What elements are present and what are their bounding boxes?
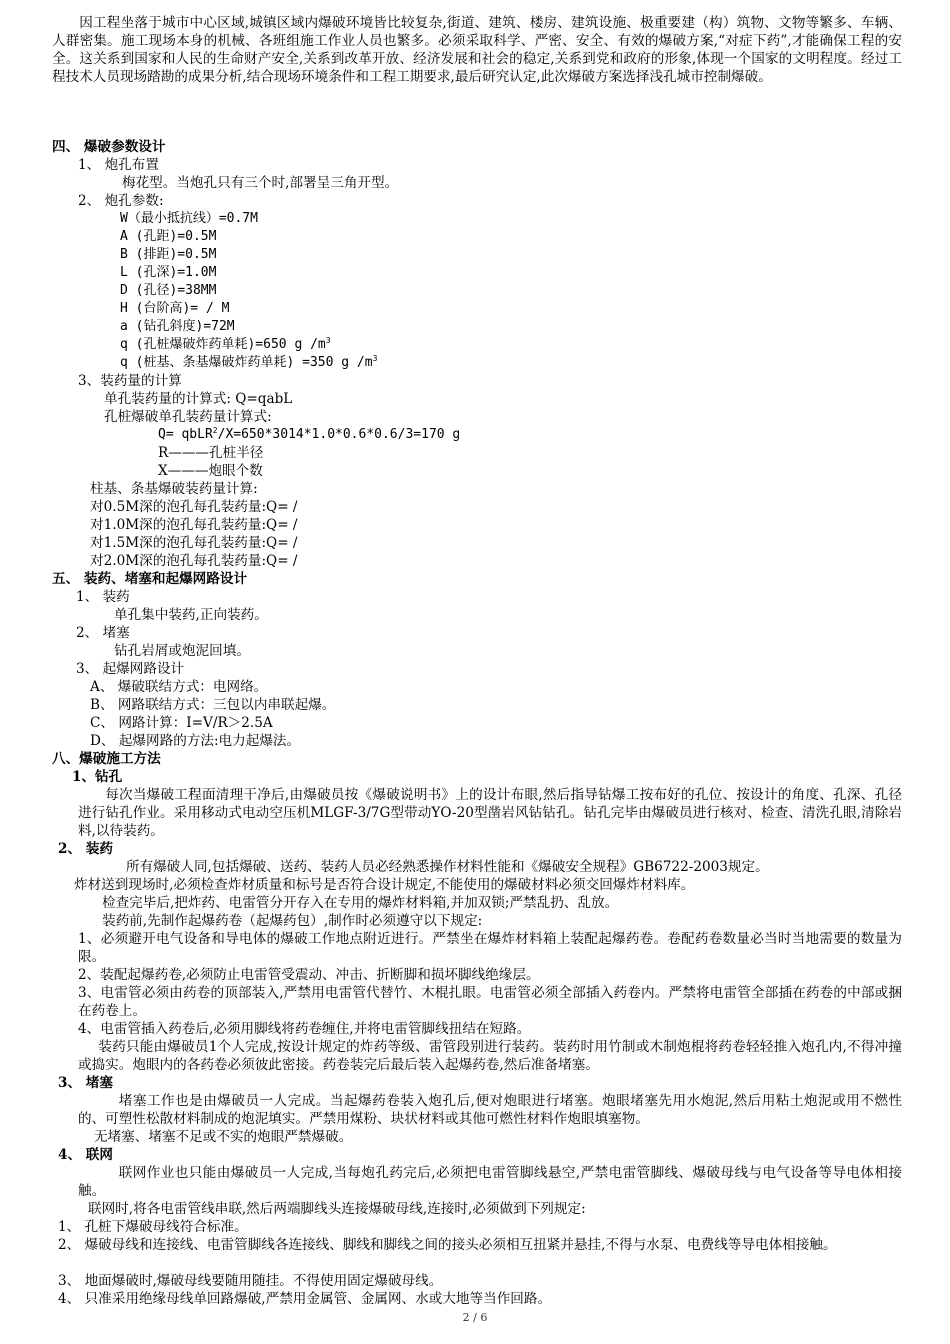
s4-item1-text: 梅花型。当炮孔只有三个时,部署呈三角开型。	[122, 175, 399, 191]
load-paragraph-3: 检查完毕后,把炸药、电雷管分开存入在专用的爆炸材料箱,并加双锁;严禁乱扔、乱放。	[102, 895, 619, 911]
network-a: A、 爆破联结方式：电网络。	[90, 679, 268, 695]
formula-pile-calc: Q= qbLR$^2$/X=650*3014*1.0*0.6*0.6/3=170 g	[158, 426, 461, 442]
connect-rule-3: 3、 地面爆破时,爆破母线要随用随挂。不得使用固定爆破母线。	[58, 1273, 443, 1289]
s4-item1-heading: 1、 炮孔布置	[78, 157, 159, 173]
plug-paragraph-1: 堵塞工作也是由爆破员一人完成。当起爆药卷装入炮孔后,便对炮眼进行堵塞。炮眼堵塞先用水炮泥,然后用粘土炮泥或用不燃性的、可塑性松散材料制成的炮泥填实。严禁用煤粉、块状材料或其他可燃性材料作炮眼填塞物。	[78, 1093, 902, 1127]
s4-item3-heading: 3、装药量的计算	[78, 373, 182, 389]
depth-0-5m: 对0.5M深的泡孔每孔装药量:Q= /	[90, 499, 298, 515]
s5-item1-text: 单孔集中装药,正向装药。	[114, 607, 268, 623]
connect-paragraph-1: 联网作业也只能由爆破员一人完成,当每炮孔药完后,必须把电雷管脚线悬空,严禁电雷管脚线、爆破母线与电气设备等导电体相接触。	[78, 1165, 902, 1199]
s5-item2-text: 钻孔岩屑或炮泥回填。	[114, 643, 250, 659]
network-d: D、 起爆网路的方法:电力起爆法。	[90, 733, 301, 749]
drill-heading: 1、钻孔	[72, 769, 123, 785]
depth-2-0m: 对2.0M深的泡孔每孔装药量:Q= /	[90, 553, 298, 569]
load-paragraph-1: 所有爆破人同,包括爆破、送药、装药人员必经熟悉操作材料性能和《爆破安全规程》GB6722-2003规定。	[126, 859, 769, 875]
depth-1-0m: 对1.0M深的泡孔每孔装药量:Q= /	[90, 517, 298, 533]
formula-x-definition: X———炮眼个数	[158, 463, 263, 479]
param-a: A (孔距)=0.5M	[120, 229, 217, 244]
load-rule-2: 2、装配起爆药卷,必须防止电雷管受震动、冲击、折断脚和损坏脚线绝缘层。	[78, 967, 540, 983]
load-paragraph-5: 装药只能由爆破员1个人完成,按设计规定的炸药等级、雷管段别进行装药。装药时用竹制或木制炮棍将药卷轻轻推入炮孔内,不得冲撞或捣实。炮眼内的各药卷必须彼此密接。药卷装完后最后装入起爆药卷,然后准备堵塞。	[78, 1039, 902, 1073]
param-h: H (台阶高)= / M	[120, 301, 230, 316]
param-b: B (排距)=0.5M	[120, 247, 217, 262]
plug-paragraph-2: 无堵塞、堵塞不足或不实的炮眼严禁爆破。	[94, 1129, 353, 1145]
connect-heading: 4、 联网	[58, 1147, 113, 1163]
param-w: W（最小抵抗线）=0.7M	[120, 211, 258, 226]
drill-paragraph: 每次当爆破工程面清理干净后,由爆破员按《爆破说明书》上的设计布眼,然后指导钻爆工按布好的孔位、按设计的角度、孔深、孔径进行钻孔作业。采用移动式电动空压机MLGF-3/7G型带动YO-20型凿岩风钻钻孔。钻孔完毕由爆破员进行核对、检查、清洗孔眼,清除岩料,以待装药。	[78, 787, 902, 839]
connect-rule-4: 4、 只准采用绝缘母线单回路爆破,严禁用金属管、金属网、水或大地等当作回路。	[58, 1291, 552, 1307]
s5-item1-heading: 1、 装药	[76, 589, 130, 605]
load-rule-4: 4、电雷管插入药卷后,必须用脚线将药卷缠住,并将电雷管脚线扭结在短路。	[78, 1021, 531, 1037]
formula-pile-title: 孔桩爆破单孔装药量计算式:	[104, 409, 272, 425]
param-q-base: q (桩基、条基爆破炸药单耗) =350 g $/m^3$	[120, 354, 378, 370]
connect-rule-2: 2、 爆破母线和连接线、电雷管脚线各连接线、脚线和脚线之间的接头必须相互扭紧并悬挂,不得与水泵、电费线等导电体相接触。	[58, 1237, 837, 1253]
load-rule-3: 3、电雷管必须由药卷的顶部装入,严禁用电雷管代替竹、木棍扎眼。电雷管必须全部插入药卷内。严禁将电雷管全部插在药卷的中部或捆在药卷上。	[78, 985, 902, 1019]
plug-heading: 3、 堵塞	[58, 1075, 113, 1091]
section-5-title: 五、 装药、堵塞和起爆网路设计	[52, 571, 248, 587]
connect-paragraph-2: 联网时,将各电雷管线串联,然后两端脚线头连接爆破母线,连接时,必须做到下列规定:	[88, 1201, 586, 1217]
page-number: 2 / 6	[462, 1311, 488, 1324]
intro-paragraph: 因工程坐落于城市中心区域,城镇区域内爆破环境皆比较复杂,街道、建筑、楼房、建筑设施、极重要建（构）筑物、文物等繁多、车辆、人群密集。施工现场本身的机械、各班组施工作业人员也繁多。必须采取科学、严密、安全、有效的爆破方案,“对症下药”,才能确保工程的安全。这关系到国家和人民的生命财产安全,关系到改革开放、经济发展和社会的稳定,关系到党和政府的形象,体现一个国家的文明程度。经过工程技术人员现场踏勘的成果分析,结合现场环境条件和工程工期要求,最后研究认定,此次爆破方案选择浅孔城市控制爆破。	[52, 15, 902, 85]
load-paragraph-2: 炸材送到现场时,必须检查炸材质量和标号是否符合设计规定,不能使用的爆破材料必须交回爆炸材料库。	[74, 877, 695, 893]
pile-base-title: 柱基、条基爆破装药量计算:	[90, 481, 258, 497]
load-paragraph-4: 装药前,先制作起爆药卷（起爆药包）,制作时必须遵守以下规定:	[102, 913, 483, 929]
s5-item2-heading: 2、 堵塞	[76, 625, 130, 641]
s4-item2-heading: 2、 炮孔参数:	[78, 193, 164, 209]
network-c: C、 网路计算：I=V/R＞2.5A	[90, 715, 273, 731]
s5-item3-heading: 3、 起爆网路设计	[76, 661, 185, 677]
network-b: B、 网路联结方式：三包以内串联起爆。	[90, 697, 336, 713]
section-8-title: 八、爆破施工方法	[52, 751, 161, 767]
param-q-pile: q (孔桩爆破炸药单耗)=650 g $/m^3$	[120, 336, 331, 352]
param-l: L (孔深)=1.0M	[120, 265, 217, 280]
section-4-title: 四、 爆破参数设计	[52, 139, 166, 155]
param-alpha: a (钻孔斜度)=72M	[120, 319, 235, 334]
load-heading: 2、 装药	[58, 841, 113, 857]
connect-rule-1: 1、 孔桩下爆破母线符合标准。	[58, 1219, 248, 1235]
load-rule-1: 1、必须避开电气设备和导电体的爆破工作地点附近进行。严禁坐在爆炸材料箱上装配起爆药卷。卷配药卷数量必当时当地需要的数量为限。	[78, 931, 902, 965]
formula-single-hole: 单孔装药量的计算式: Q=qabL	[104, 391, 293, 407]
depth-1-5m: 对1.5M深的泡孔每孔装药量:Q= /	[90, 535, 298, 551]
param-d: D (孔径)=38MM	[120, 283, 217, 298]
formula-r-definition: R———孔桩半径	[158, 445, 264, 461]
